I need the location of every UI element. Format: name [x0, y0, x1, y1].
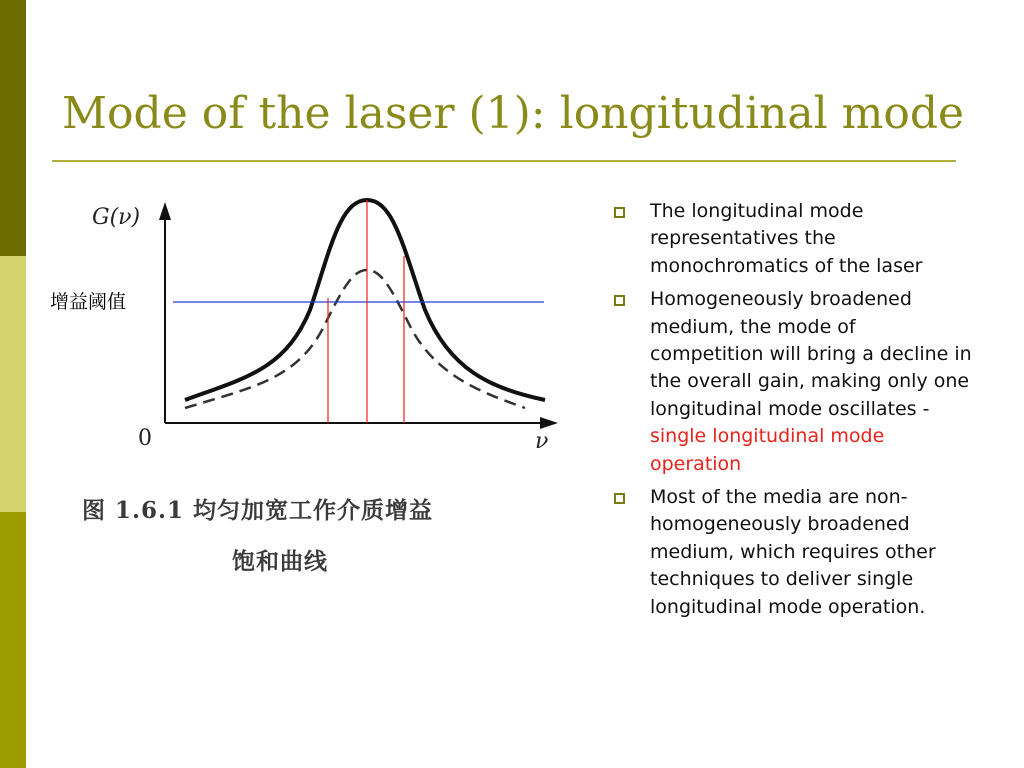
gain-curve-plot	[30, 180, 600, 600]
bullet-item	[612, 286, 972, 478]
figure-caption-line1: 图 1.6.1 均匀加宽工作介质增益	[82, 497, 434, 524]
bullet-text: Homogeneously broadened medium, the mode of competition will bring a decline in the overall gain, making only one longitudinal mode oscillates -	[650, 288, 972, 420]
side-stripe-top	[0, 0, 26, 256]
y-axis-arrow	[159, 202, 171, 220]
figure-caption-line2: 饱和曲线	[232, 548, 328, 575]
gain-saturation-figure	[30, 180, 600, 600]
x-axis-label: ν	[535, 429, 549, 454]
x-axis-arrow	[540, 417, 558, 429]
square-bullet-icon	[614, 493, 625, 504]
bullet-item	[612, 198, 972, 280]
gain-threshold-label: 增益阈值	[50, 291, 127, 313]
small-signal-gain-curve	[185, 200, 545, 400]
side-stripe-bottom	[0, 512, 26, 768]
slide-title: Mode of the laser (1): longitudinal mode	[62, 88, 965, 139]
bullet-text: The longitudinal mode representatives the monochromatics of the laser	[650, 200, 923, 277]
title-underline	[52, 160, 956, 162]
bullet-item	[612, 484, 972, 621]
origin-label: 0	[138, 426, 152, 451]
side-stripe-middle	[0, 256, 26, 512]
bullet-list	[612, 198, 972, 627]
bullet-highlight: single longitudinal mode operation	[650, 425, 885, 475]
square-bullet-icon	[614, 295, 625, 306]
y-axis-label: G(ν)	[92, 205, 141, 230]
saturated-gain-curve	[185, 270, 525, 408]
bullet-text: Most of the media are non-homogeneously broadened medium, which requires other techniques to deliver single longitudinal mode operation.	[650, 486, 936, 618]
square-bullet-icon	[614, 207, 625, 218]
